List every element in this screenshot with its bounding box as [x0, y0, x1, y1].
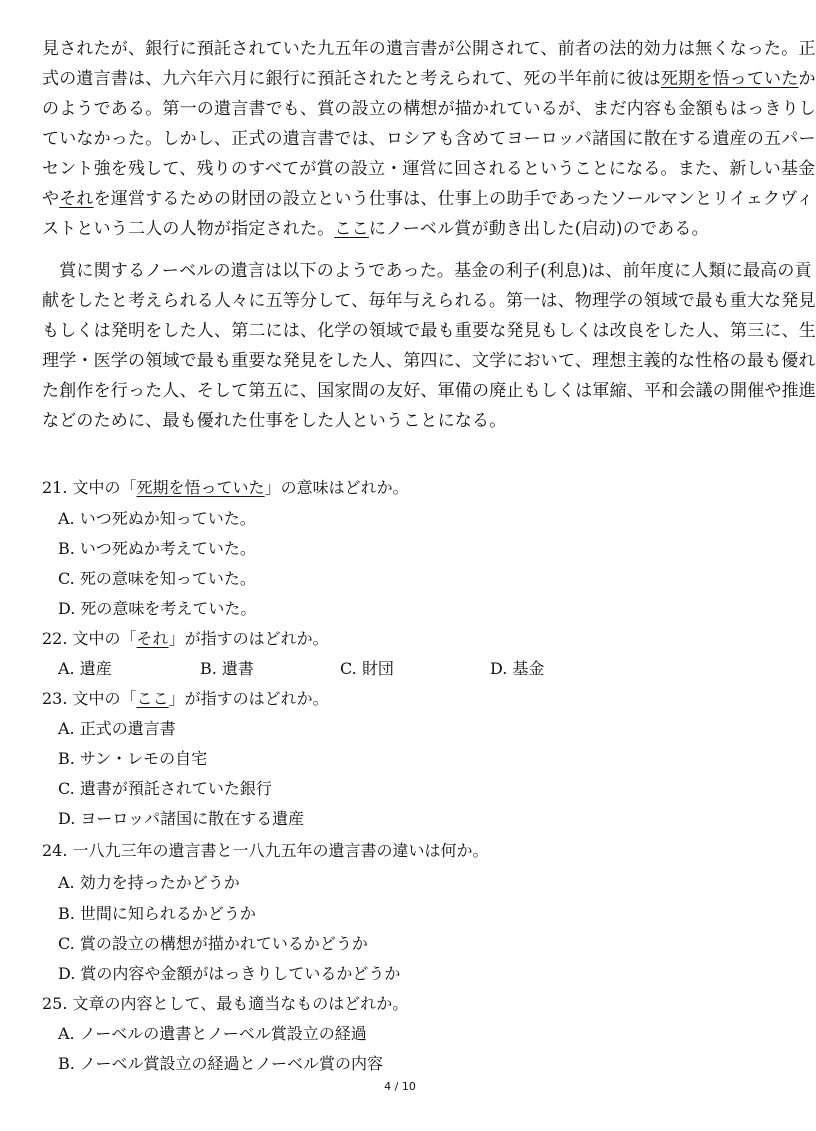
- option-24-c[interactable]: C. 賞の設立の構想が描かれているかどうか: [58, 934, 368, 953]
- underlined-phrase: それ: [59, 189, 94, 209]
- passage-line: セント強を残して、残りのすべてが賞の設立・運営に回されるということになる。また、新しい基金: [42, 159, 816, 179]
- option-23-c[interactable]: C. 遺書が預託されていた銀行: [58, 779, 272, 798]
- option-21-a[interactable]: A. いつ死ぬか知っていた。: [58, 509, 256, 528]
- option-24-d[interactable]: D. 賞の内容や金額がはっきりしているかどうか: [58, 964, 401, 983]
- passage-line: ていなかった。しかし、正式の遺言書では、ロシアも含めてヨーロッパ諸国に散在する遺産の五パー: [42, 129, 816, 149]
- option-22-c[interactable]: C. 財団: [340, 659, 394, 678]
- question-23: 23. 文中の「ここ」が指すのはどれか。: [42, 689, 329, 708]
- passage-line: た創作を行った人、そして第五に、国家間の友好、軍備の廃止もしくは軍縮、平和会議の開催や推進: [42, 381, 816, 401]
- option-24-a[interactable]: A. 効力を持ったかどうか: [58, 873, 240, 892]
- passage-line: ストという二人の人物が指定された。ここにノーベル賞が動き出した(启动)のである。: [42, 219, 709, 239]
- passage-line: 式の遺言書は、九六年六月に銀行に預託されたと考えられて、死の半年前に彼は死期を悟っていたか: [42, 69, 816, 89]
- page-number: 4 / 10: [384, 1080, 416, 1093]
- option-23-a[interactable]: A. 正式の遺言書: [58, 719, 176, 738]
- option-23-d[interactable]: D. ヨーロッパ諸国に散在する遺産: [58, 809, 305, 828]
- underlined-phrase: ここ: [334, 219, 369, 239]
- passage-line: などのために、最も優れた仕事をした人ということになる。: [42, 411, 507, 431]
- question-25: 25. 文章の内容として、最も適当なものはどれか。: [42, 994, 409, 1013]
- option-24-b[interactable]: B. 世間に知られるかどうか: [58, 904, 256, 923]
- option-21-b[interactable]: B. いつ死ぬか考えていた。: [58, 539, 256, 558]
- question-24: 24. 一八九三年の遺言書と一八九五年の遺言書の違いは何か。: [42, 841, 489, 860]
- option-21-d[interactable]: D. 死の意味を考えていた。: [58, 599, 257, 618]
- option-23-b[interactable]: B. サン・レモの自宅: [58, 749, 208, 768]
- option-22-d[interactable]: D. 基金: [490, 659, 545, 678]
- passage-line: 献をしたと考えられる人々に五等分して、毎年与えられる。第一は、物理学の領域で最も重大な発見: [42, 291, 816, 311]
- option-22-b[interactable]: B. 遺書: [200, 659, 254, 678]
- option-21-c[interactable]: C. 死の意味を知っていた。: [58, 569, 256, 588]
- passage-line: 見されたが、銀行に預託されていた九五年の遺言書が公開されて、前者の法的効力は無くなった。正: [42, 39, 816, 59]
- question-21: 21. 文中の「死期を悟っていた」の意味はどれか。: [42, 478, 409, 497]
- option-25-a[interactable]: A. ノーベルの遺書とノーベル賞設立の経過: [58, 1024, 367, 1043]
- passage-line: やそれを運営するための財団の設立という仕事は、仕事上の助手であったソールマンとリイェクヴィ: [42, 189, 814, 209]
- option-22-a[interactable]: A. 遺産: [58, 659, 112, 678]
- question-22: 22. 文中の「それ」が指すのはどれか。: [42, 629, 329, 648]
- passage-line: 賞に関するノーベルの遺言は以下のようであった。基金の利子(利息)は、前年度に人類に最高の貢: [42, 261, 812, 281]
- passage-line: もしくは発明をした人、第二には、化学の領域で最も重要な発見もしくは改良をした人、第三に、生: [42, 321, 816, 341]
- passage-line: 理学・医学の領域で最も重要な発見をした人、第四に、文学において、理想主義的な性格の最も優れ: [42, 351, 816, 371]
- passage-line: のようである。第一の遺言書でも、賞の設立の構想が描かれているが、まだ内容も金額もはっきりし: [42, 99, 816, 119]
- option-25-b[interactable]: B. ノーベル賞設立の経過とノーベル賞の内容: [58, 1054, 383, 1073]
- underlined-phrase: 死期を悟っていた: [660, 69, 799, 89]
